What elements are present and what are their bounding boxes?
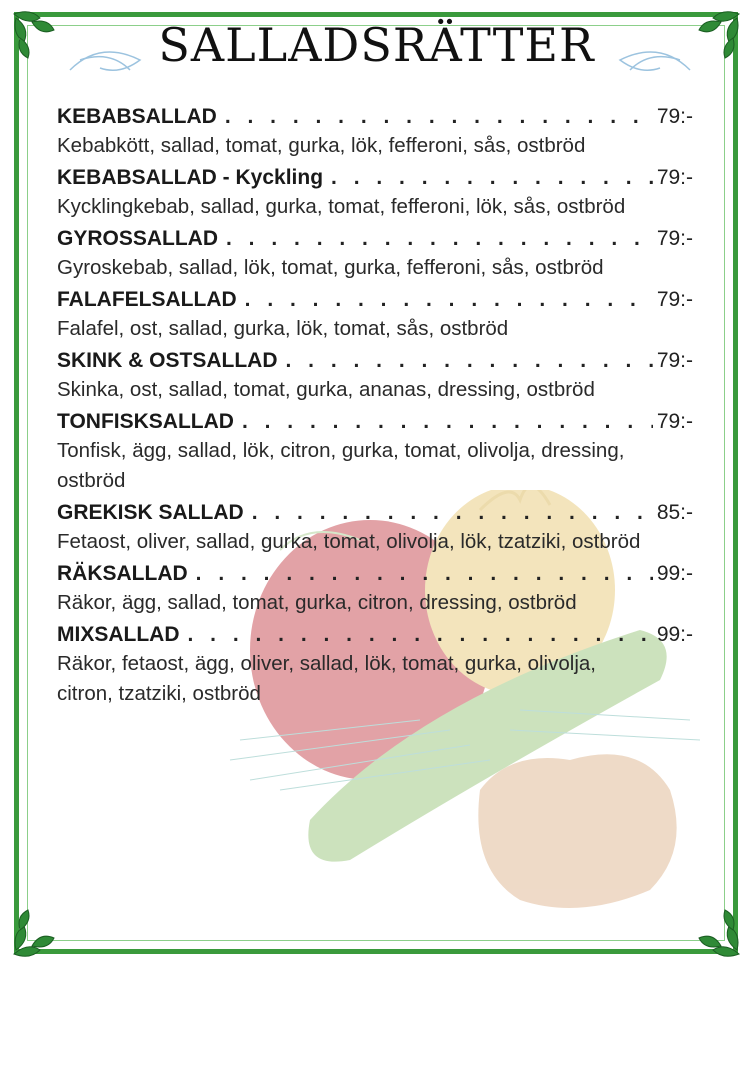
dot-leader (234, 407, 653, 436)
menu-item-description: Räkor, ägg, sallad, tomat, gurka, citron, dressing, ostbröd (57, 591, 577, 614)
menu-item-name: TONFISKSALLAD (57, 410, 234, 433)
dot-leader (180, 620, 653, 649)
menu-item-description: Kycklingkebab, sallad, gurka, tomat, fefferoni, lök, sås, ostbröd (57, 195, 626, 218)
menu-item-name: FALAFELSALLAD (57, 288, 237, 311)
menu-item-name: MIXSALLAD (57, 623, 180, 646)
menu-item-header (57, 559, 693, 588)
menu-item-header (57, 620, 693, 649)
menu-item (57, 163, 693, 222)
menu-item-name: RÄKSALLAD (57, 562, 188, 585)
menu-item (57, 407, 693, 496)
menu-item-header (57, 102, 693, 131)
menu-item (57, 224, 693, 283)
menu-item-name: GREKISK SALLAD (57, 501, 244, 524)
page-title: SALLADSRÄTTER (158, 18, 595, 72)
menu-item-name: GYROSSALLAD (57, 227, 219, 250)
menu-item-price: 79:- (656, 227, 693, 250)
menu-item (57, 285, 693, 344)
menu-item-header (57, 224, 693, 253)
menu-item (57, 498, 693, 557)
menu-item (57, 559, 693, 618)
menu-item-price: 79:- (656, 105, 693, 128)
menu-item-price: 99:- (656, 623, 693, 646)
dot-leader (217, 102, 653, 131)
menu-item-price: 85:- (656, 501, 693, 524)
menu-item-header (57, 498, 693, 527)
menu-item-name: KEBABSALLAD - Kyckling (57, 166, 324, 189)
dot-leader (237, 285, 653, 314)
menu-item (57, 102, 693, 161)
dot-leader (218, 224, 653, 253)
menu-item-price: 79:- (656, 166, 693, 189)
menu-item (57, 346, 693, 405)
menu-item-name: KEBABSALLAD (57, 105, 217, 128)
menu-item-description: Skinka, ost, sallad, tomat, gurka, ananas, dressing, ostbröd (57, 378, 595, 401)
menu-item-description: Räkor, fetaost, ägg, oliver, sallad, lök, tomat, gurka, olivolja, citron, tzatziki, ostbröd (57, 652, 596, 705)
salad-menu-list (57, 102, 693, 711)
leaf-ornament-bottom-left (10, 904, 80, 960)
menu-item-description: Gyroskebab, sallad, lök, tomat, gurka, fefferoni, sås, ostbröd (57, 256, 604, 279)
menu-item-price: 79:- (656, 288, 693, 311)
menu-item-name: SKINK & OSTSALLAD (57, 349, 278, 372)
menu-item-price: 79:- (656, 410, 693, 433)
menu-item-description: Kebabkött, sallad, tomat, gurka, lök, fefferoni, sås, ostbröd (57, 134, 586, 157)
menu-item-price: 99:- (656, 562, 693, 585)
menu-item-header (57, 346, 693, 375)
menu-item-description: Fetaost, oliver, sallad, gurka, tomat, olivolja, lök, tzatziki, ostbröd (57, 530, 641, 553)
menu-item-header (57, 163, 693, 192)
dot-leader (244, 498, 653, 527)
dot-leader (278, 346, 653, 375)
menu-item-header (57, 285, 693, 314)
menu-item-header (57, 407, 693, 436)
menu-item (57, 620, 693, 709)
menu-item-description: Falafel, ost, sallad, gurka, lök, tomat, sås, ostbröd (57, 317, 509, 340)
dot-leader (188, 559, 653, 588)
dot-leader (323, 163, 653, 192)
menu-item-price: 79:- (656, 349, 693, 372)
menu-item-description: Tonfisk, ägg, sallad, lök, citron, gurka, tomat, olivolja, dressing, ostbröd (57, 439, 625, 492)
